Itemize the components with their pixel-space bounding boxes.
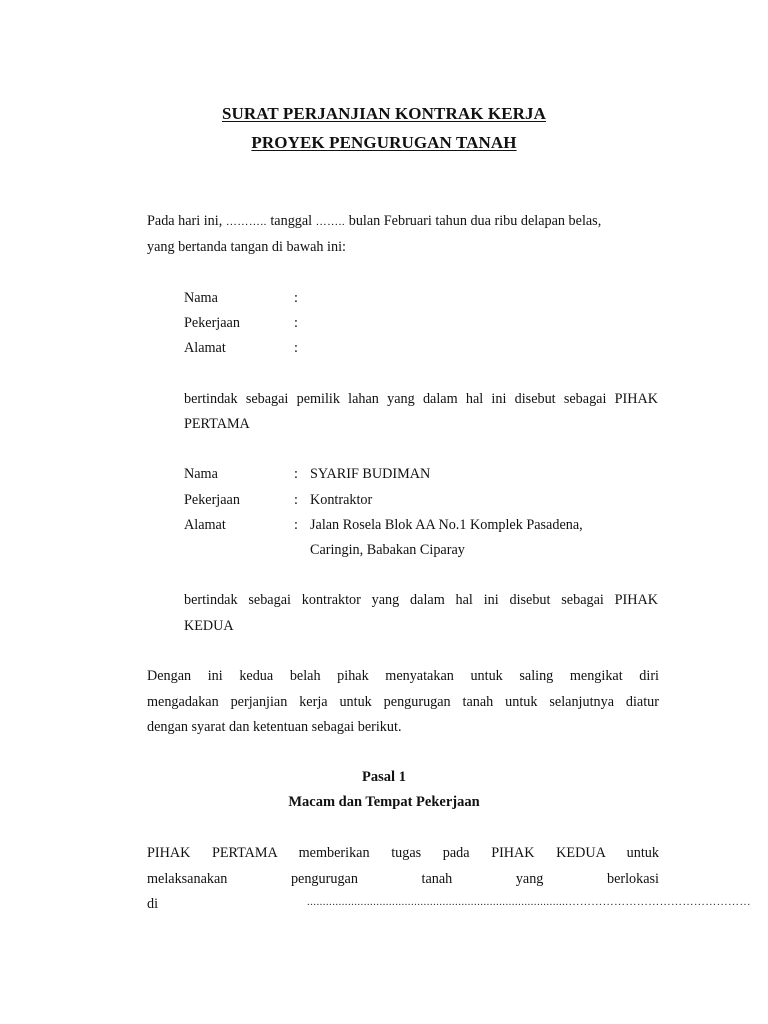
field-value: SYARIF BUDIMAN	[310, 466, 431, 482]
field-colon: :	[294, 466, 298, 482]
opening-text-part3: bulan Februari tahun dua ribu delapan belas,	[348, 213, 602, 229]
field-value: Kontraktor	[310, 492, 373, 508]
party1-role-line2: PERTAMA	[184, 416, 250, 432]
field-label: Alamat	[184, 340, 226, 356]
agreement-line3: dengan syarat dan ketentuan sebagai berikut.	[147, 719, 402, 735]
party2-role-line1: bertindak sebagai kontraktor yang dalam hal ini disebut sebagai PIHAK	[184, 592, 658, 608]
date-blank: ……..	[315, 216, 346, 228]
day-blank: ………..	[225, 216, 267, 228]
field-label: Nama	[184, 290, 218, 306]
field-colon: :	[294, 517, 298, 533]
field-label: Alamat	[184, 517, 226, 533]
field-colon: :	[294, 290, 298, 306]
field-label: Pekerjaan	[184, 492, 240, 508]
field-label: Nama	[184, 466, 218, 482]
article-subheading: Macam dan Tempat Pekerjaan	[288, 794, 480, 810]
location-blank: ...................................................................................…………………………………………	[307, 896, 751, 908]
agreement-line2: mengadakan perjanjian kerja untuk pengurugan tanah untuk selanjutnya diatur	[147, 694, 659, 710]
opening-text-part1: Pada hari ini,	[147, 213, 223, 229]
party1-role-line1: bertindak sebagai pemilik lahan yang dalam hal ini disebut sebagai PIHAK	[184, 391, 658, 407]
field-colon: :	[294, 340, 298, 356]
field-colon: :	[294, 315, 298, 331]
document-subtitle: PROYEK PENGURUGAN TANAH	[251, 133, 517, 152]
party2-role-line2: KEDUA	[184, 618, 234, 634]
article-line2: melaksanakan pengurugan tanah yang berlokasi	[147, 871, 659, 887]
opening-paragraph-line1	[147, 213, 659, 230]
field-value: Jalan Rosela Blok AA No.1 Komplek Pasadena,	[310, 517, 583, 533]
document-title: SURAT PERJANJIAN KONTRAK KERJA	[222, 104, 546, 123]
field-colon: :	[294, 492, 298, 508]
agreement-line1: Dengan ini kedua belah pihak menyatakan untuk saling mengikat diri	[147, 668, 659, 684]
opening-text-part2: tanggal	[270, 213, 313, 229]
field-value: Caringin, Babakan Ciparay	[310, 542, 465, 558]
field-label: Pekerjaan	[184, 315, 240, 331]
article-line3	[147, 896, 751, 916]
article-heading: Pasal 1	[362, 769, 406, 785]
article-line3-text: di	[147, 896, 159, 912]
article-line1: PIHAK PERTAMA memberikan tugas pada PIHAK KEDUA untuk	[147, 845, 659, 861]
opening-paragraph-line2: yang bertanda tangan di bawah ini:	[147, 239, 346, 255]
